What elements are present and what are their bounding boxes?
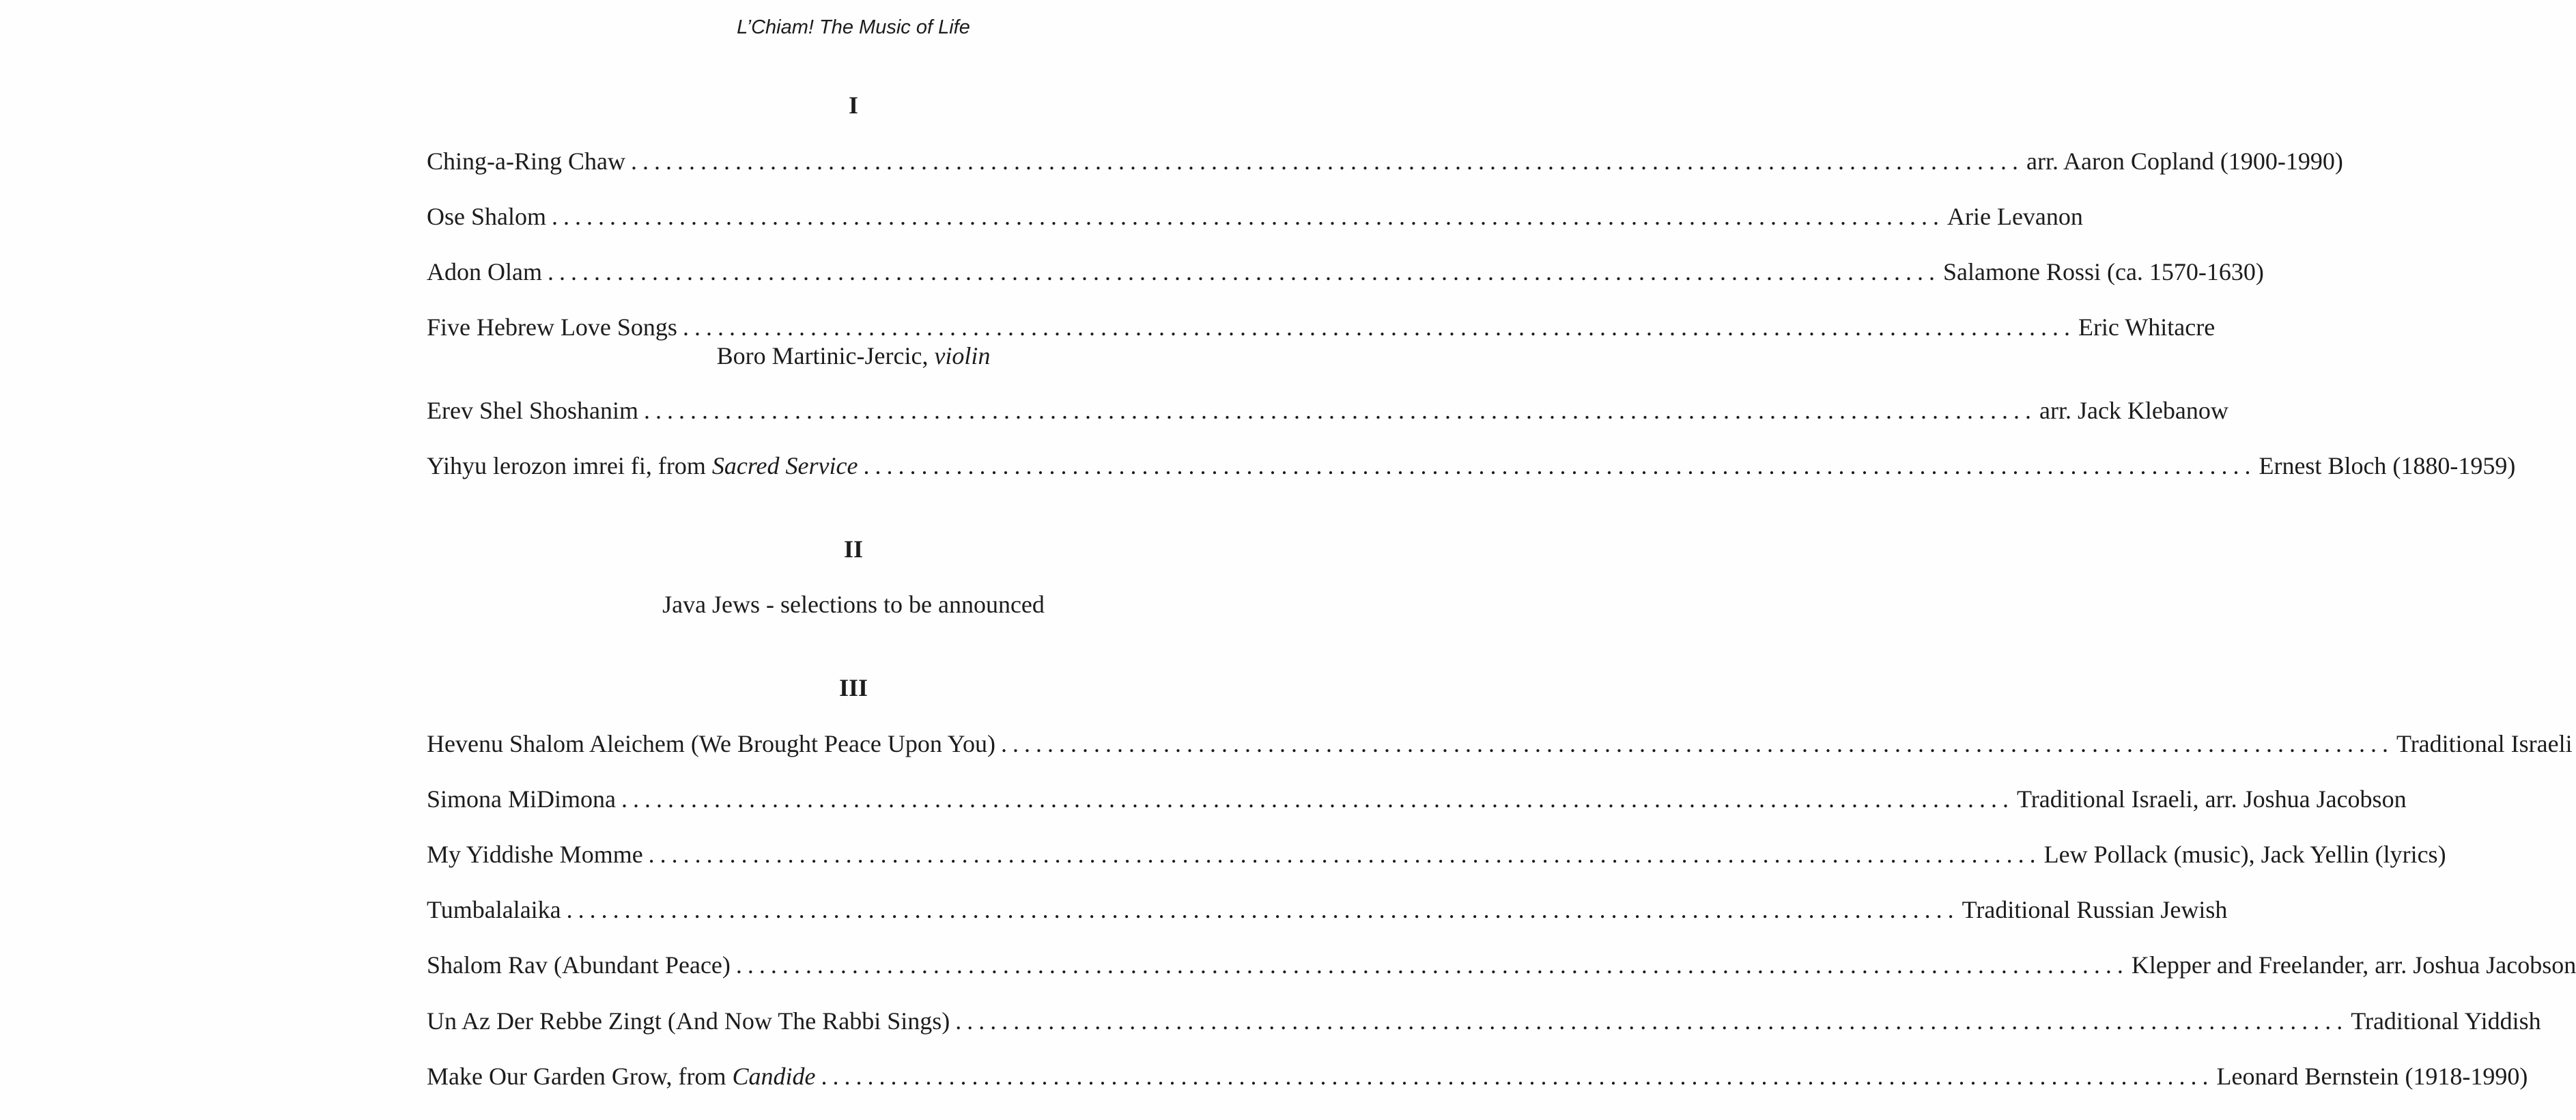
work-title: Candide <box>732 1063 816 1090</box>
piece-title: Erev Shel Shoshanim <box>427 397 638 424</box>
piece-title: Shalom Rav (Abundant Peace) <box>427 951 731 979</box>
program-item <box>427 311 2216 344</box>
dot-leader: ........................................................................................................................ <box>955 1007 2349 1035</box>
piece-title: Un Az Der Rebbe Zingt (And Now The Rabbi Sings) <box>427 1007 950 1035</box>
piece-title: Tumbalalaika <box>427 896 561 923</box>
dot-leader: ........................................................................................................................ <box>1000 730 2394 757</box>
composer: Traditional Israeli <box>2396 730 2573 757</box>
composer: Lew Pollack (music), Jack Yellin (lyrics) <box>2043 841 2446 868</box>
composer: Traditional Russian Jewish <box>1962 896 2228 923</box>
piece-title: Hevenu Shalom Aleichem (We Brought Peace Upon You) <box>427 730 995 757</box>
program-item <box>427 394 2228 427</box>
dot-leader: ........................................................................................................................ <box>552 203 1944 230</box>
piece-title: My Yiddishe Momme <box>427 841 643 868</box>
composer: Klepper and Freelander, arr. Joshua Jacobson <box>2131 951 2576 979</box>
program-item <box>427 1060 2528 1093</box>
piece-title <box>427 1060 816 1093</box>
performer-line <box>0 341 1707 371</box>
composer: Leonard Bernstein (1918-1990) <box>2216 1063 2528 1090</box>
program-item <box>427 255 2264 288</box>
piece-title: Ose Shalom <box>427 203 546 230</box>
section-note: Java Jews - selections to be announced <box>662 591 1045 618</box>
piece-title-text: Yihyu lerozon imrei fi, from <box>427 452 706 479</box>
program-item <box>427 727 2573 760</box>
piece-title: Simona MiDimona <box>427 785 616 813</box>
program-header: L’Chiam! The Music of Life <box>737 16 970 38</box>
piece-title: Ching-a-Ring Chaw <box>427 148 625 175</box>
composer: arr. Aaron Copland (1900-1990) <box>2026 148 2343 175</box>
composer: Ernest Bloch (1880-1959) <box>2259 452 2516 479</box>
program-item <box>427 449 2516 482</box>
composer: Arie Levanon <box>1947 203 2083 230</box>
performer-name: Boro Martinic-Jercic, <box>716 342 929 369</box>
piece-title-text: Make Our Garden Grow, from <box>427 1063 726 1090</box>
composer: Traditional Yiddish <box>2351 1007 2541 1035</box>
program-item <box>427 949 2576 981</box>
piece-title: Five Hebrew Love Songs <box>427 313 677 341</box>
dot-leader: ........................................................................................................................ <box>863 452 2256 479</box>
piece-title: Adon Olam <box>427 258 542 285</box>
composer: Traditional Israeli, arr. Joshua Jacobson <box>2017 785 2407 813</box>
program-item <box>427 783 2407 815</box>
piece-title <box>427 449 858 482</box>
program-item <box>427 200 2083 233</box>
dot-leader: ........................................................................................................................ <box>643 397 2037 424</box>
dot-leader: ........................................................................................................................ <box>648 841 2041 868</box>
program-item <box>427 145 2343 178</box>
work-title: Sacred Service <box>711 452 858 479</box>
program-item <box>427 1005 2541 1037</box>
program-item <box>427 838 2446 871</box>
section-heading-2: II <box>843 535 864 563</box>
dot-leader: ........................................................................................................................ <box>682 313 2076 341</box>
dot-leader: ........................................................................................................................ <box>547 258 1940 285</box>
dot-leader: ........................................................................................................................ <box>821 1063 2214 1090</box>
program-item <box>427 893 2228 926</box>
performer-instrument: violin <box>934 342 991 369</box>
dot-leader: ........................................................................................................................ <box>566 896 1959 923</box>
dot-leader: ........................................................................................................................ <box>621 785 2014 813</box>
composer: Salamone Rossi (ca. 1570-1630) <box>1942 258 2264 285</box>
section-heading-3: III <box>838 674 868 701</box>
composer: Eric Whitacre <box>2078 313 2216 341</box>
section-heading-1: I <box>848 92 858 119</box>
dot-leader: ........................................................................................................................ <box>630 148 2024 175</box>
composer: arr. Jack Klebanow <box>2039 397 2228 424</box>
dot-leader: ........................................................................................................................ <box>735 951 2129 979</box>
